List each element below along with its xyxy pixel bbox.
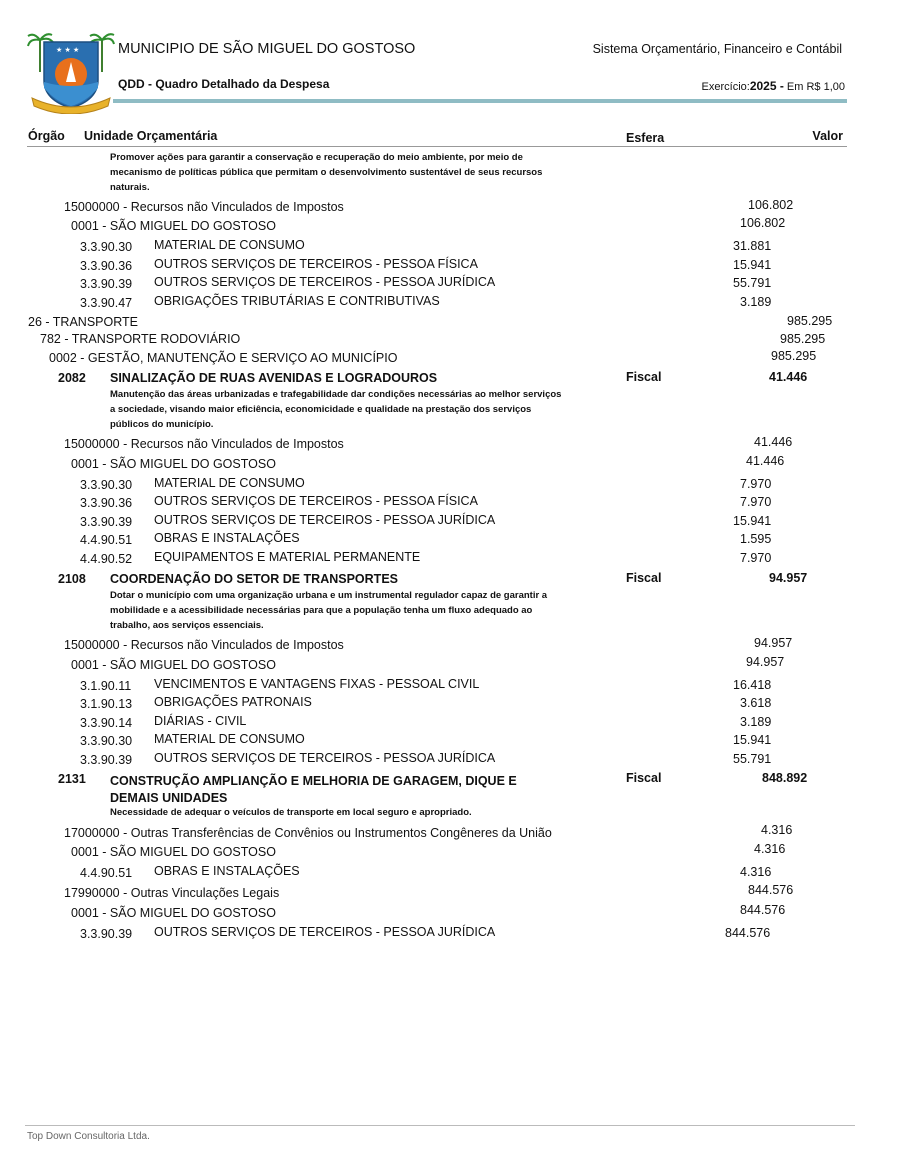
function-value: 985.295 [787,314,833,328]
expense-desc: OBRAS E INSTALAÇÕES [154,864,300,878]
action-sphere: Fiscal [626,771,662,785]
exercise-year: 2025 - [749,79,784,93]
system-name: Sistema Orçamentário, Financeiro e Contábil [592,42,842,56]
col-valor: Valor [812,129,843,143]
action-description [110,387,561,432]
expense-value: 15.941 [733,258,772,272]
unit-row-value: 94.957 [746,655,785,669]
expense-code: 3.3.90.30 [80,478,133,492]
action-description [110,805,472,820]
report-title: QDD - Quadro Detalhado da Despesa [118,77,330,91]
expense-value: 3.189 [740,295,772,309]
action-title-line: DEMAIS UNIDADES [110,791,228,805]
expense-desc: OUTROS SERVIÇOS DE TERCEIROS - PESSOA FÍSICA [154,494,478,508]
action-title [110,773,517,807]
expense-desc: DIÁRIAS - CIVIL [154,714,247,728]
desc-line: públicos do município. [110,419,214,430]
subfunction-row: 782 - TRANSPORTE RODOVIÁRIO [40,332,241,346]
desc-line: Manutenção das áreas urbanizadas e trafegabilidade dar condições necessárias ao melhor serviços [110,389,562,400]
expense-code: 3.3.90.36 [80,496,133,510]
expense-code: 3.3.90.14 [80,716,133,730]
expense-value: 844.576 [725,926,771,940]
resource-source: 15000000 - Recursos não Vinculados de Impostos [64,200,344,214]
unit-row: 0001 - SÃO MIGUEL DO GOSTOSO [71,658,276,672]
expense-value: 3.618 [740,696,772,710]
desc-line: mecanismo de políticas pública que permitam o desenvolvimento sustentável de seus recursos [110,167,543,178]
svg-text:★ ★ ★: ★ ★ ★ [56,46,80,54]
desc-line: trabalho, aos serviços essenciais. [110,620,264,631]
unit-row: 0001 - SÃO MIGUEL DO GOSTOSO [71,845,276,859]
action-value: 848.892 [762,771,808,785]
expense-value: 16.418 [733,678,772,692]
resource-source: 17990000 - Outras Vinculações Legais [64,886,280,900]
expense-desc: OBRAS E INSTALAÇÕES [154,531,300,545]
unit-row-value: 41.446 [746,454,785,468]
footer-company: Top Down Consultoria Ltda. [27,1131,150,1142]
resource-source: 15000000 - Recursos não Vinculados de Impostos [64,437,344,451]
resource-source-value: 106.802 [748,198,794,212]
subfunction-value: 985.295 [780,332,826,346]
program-row: 0002 - GESTÃO, MANUTENÇÃO E SERVIÇO AO MUNICÍPIO [49,351,398,365]
expense-desc: OUTROS SERVIÇOS DE TERCEIROS - PESSOA JURÍDICA [154,513,496,527]
expense-code: 3.3.90.36 [80,259,133,273]
unit-row-value: 106.802 [740,216,786,230]
footer-rule [25,1125,855,1126]
expense-code: 3.1.90.13 [80,697,133,711]
action-description [110,150,542,195]
expense-desc: OUTROS SERVIÇOS DE TERCEIROS - PESSOA JURÍDICA [154,275,496,289]
expense-desc: OUTROS SERVIÇOS DE TERCEIROS - PESSOA JURÍDICA [154,925,496,939]
exercise-label: Exercício: [701,81,750,93]
municipal-crest-logo [26,32,116,114]
expense-value: 31.881 [733,239,772,253]
expense-value: 7.970 [740,551,772,565]
program-value: 985.295 [771,349,817,363]
col-esfera: Esfera [626,131,665,145]
expense-code: 3.3.90.30 [80,240,133,254]
expense-desc: MATERIAL DE CONSUMO [154,476,305,490]
desc-line: Promover ações para garantir a conservação e recuperação do meio ambiente, por meio de [110,152,523,163]
action-title: SINALIZAÇÃO DE RUAS AVENIDAS E LOGRADOUROS [110,371,438,385]
desc-line: Dotar o município com uma organização urbana e um instrumental regulador capaz de garantir a [110,590,548,601]
col-unidade: Unidade Orçamentária [84,129,218,143]
desc-line: mobilidade e a acessibilidade necessárias para que a população tenha um fluxo adequado ao [110,605,533,616]
desc-line: naturais. [110,182,150,193]
expense-code: 3.3.90.39 [80,927,133,941]
function-row: 26 - TRANSPORTE [28,315,138,329]
expense-value: 55.791 [733,276,772,290]
action-title: COORDENAÇÃO DO SETOR DE TRANSPORTES [110,572,398,586]
expense-value: 15.941 [733,733,772,747]
expense-code: 4.4.90.51 [80,533,133,547]
action-code: 2082 [58,371,86,385]
resource-source: 17000000 - Outras Transferências de Convênios ou Instrumentos Congêneres da União [64,826,552,840]
expense-value: 7.970 [740,477,772,491]
resource-source-value: 844.576 [748,883,794,897]
desc-line: Necessidade de adequar o veículos de transporte em local seguro e apropriado. [110,807,472,818]
action-code: 2108 [58,572,86,586]
municipality-name: MUNICIPIO DE SÃO MIGUEL DO GOSTOSO [118,41,416,57]
unit-row: 0001 - SÃO MIGUEL DO GOSTOSO [71,457,276,471]
expense-value: 1.595 [740,532,772,546]
action-sphere: Fiscal [626,370,662,384]
expense-code: 3.3.90.30 [80,734,133,748]
currency-note: Em R$ 1,00 [786,81,845,93]
expense-desc: EQUIPAMENTOS E MATERIAL PERMANENTE [154,550,421,564]
expense-desc: MATERIAL DE CONSUMO [154,732,305,746]
unit-row: 0001 - SÃO MIGUEL DO GOSTOSO [71,219,276,233]
action-value: 41.446 [769,370,808,384]
action-sphere: Fiscal [626,571,662,585]
expense-code: 3.1.90.11 [80,679,132,693]
resource-source: 15000000 - Recursos não Vinculados de Impostos [64,638,344,652]
expense-desc: OUTROS SERVIÇOS DE TERCEIROS - PESSOA FÍSICA [154,257,478,271]
unit-row: 0001 - SÃO MIGUEL DO GOSTOSO [71,906,276,920]
expense-value: 15.941 [733,514,772,528]
action-description [110,588,547,633]
header-teal-rule [113,99,847,103]
expense-value: 3.189 [740,715,772,729]
expense-value: 7.970 [740,495,772,509]
expense-desc: OUTROS SERVIÇOS DE TERCEIROS - PESSOA JURÍDICA [154,751,496,765]
action-code: 2131 [58,772,86,786]
expense-code: 3.3.90.47 [80,296,133,310]
expense-desc: OBRIGAÇÕES TRIBUTÁRIAS E CONTRIBUTIVAS [154,294,440,308]
expense-code: 3.3.90.39 [80,753,133,767]
resource-source-value: 41.446 [754,435,793,449]
expense-code: 4.4.90.52 [80,552,133,566]
col-orgao: Órgão [28,129,65,143]
expense-value: 55.791 [733,752,772,766]
expense-desc: VENCIMENTOS E VANTAGENS FIXAS - PESSOAL CIVIL [154,677,480,691]
unit-row-value: 844.576 [740,903,786,917]
expense-desc: MATERIAL DE CONSUMO [154,238,305,252]
expense-code: 3.3.90.39 [80,277,133,291]
expense-desc: OBRIGAÇÕES PATRONAIS [154,695,312,709]
resource-source-value: 94.957 [754,636,793,650]
expense-code: 4.4.90.51 [80,866,133,880]
action-value: 94.957 [769,571,808,585]
exercise-info [702,79,845,93]
column-header-rule [27,146,847,147]
action-title-line: CONSTRUÇÃO AMPLIANÇÃO E MELHORIA DE GARAGEM, DIQUE E [110,774,517,788]
unit-row-value: 4.316 [754,842,786,856]
desc-line: a sociedade, visando maior eficiência, economicidade e qualidade na prestação dos serviços [110,404,532,415]
expense-code: 3.3.90.39 [80,515,133,529]
expense-value: 4.316 [740,865,772,879]
resource-source-value: 4.316 [761,823,793,837]
